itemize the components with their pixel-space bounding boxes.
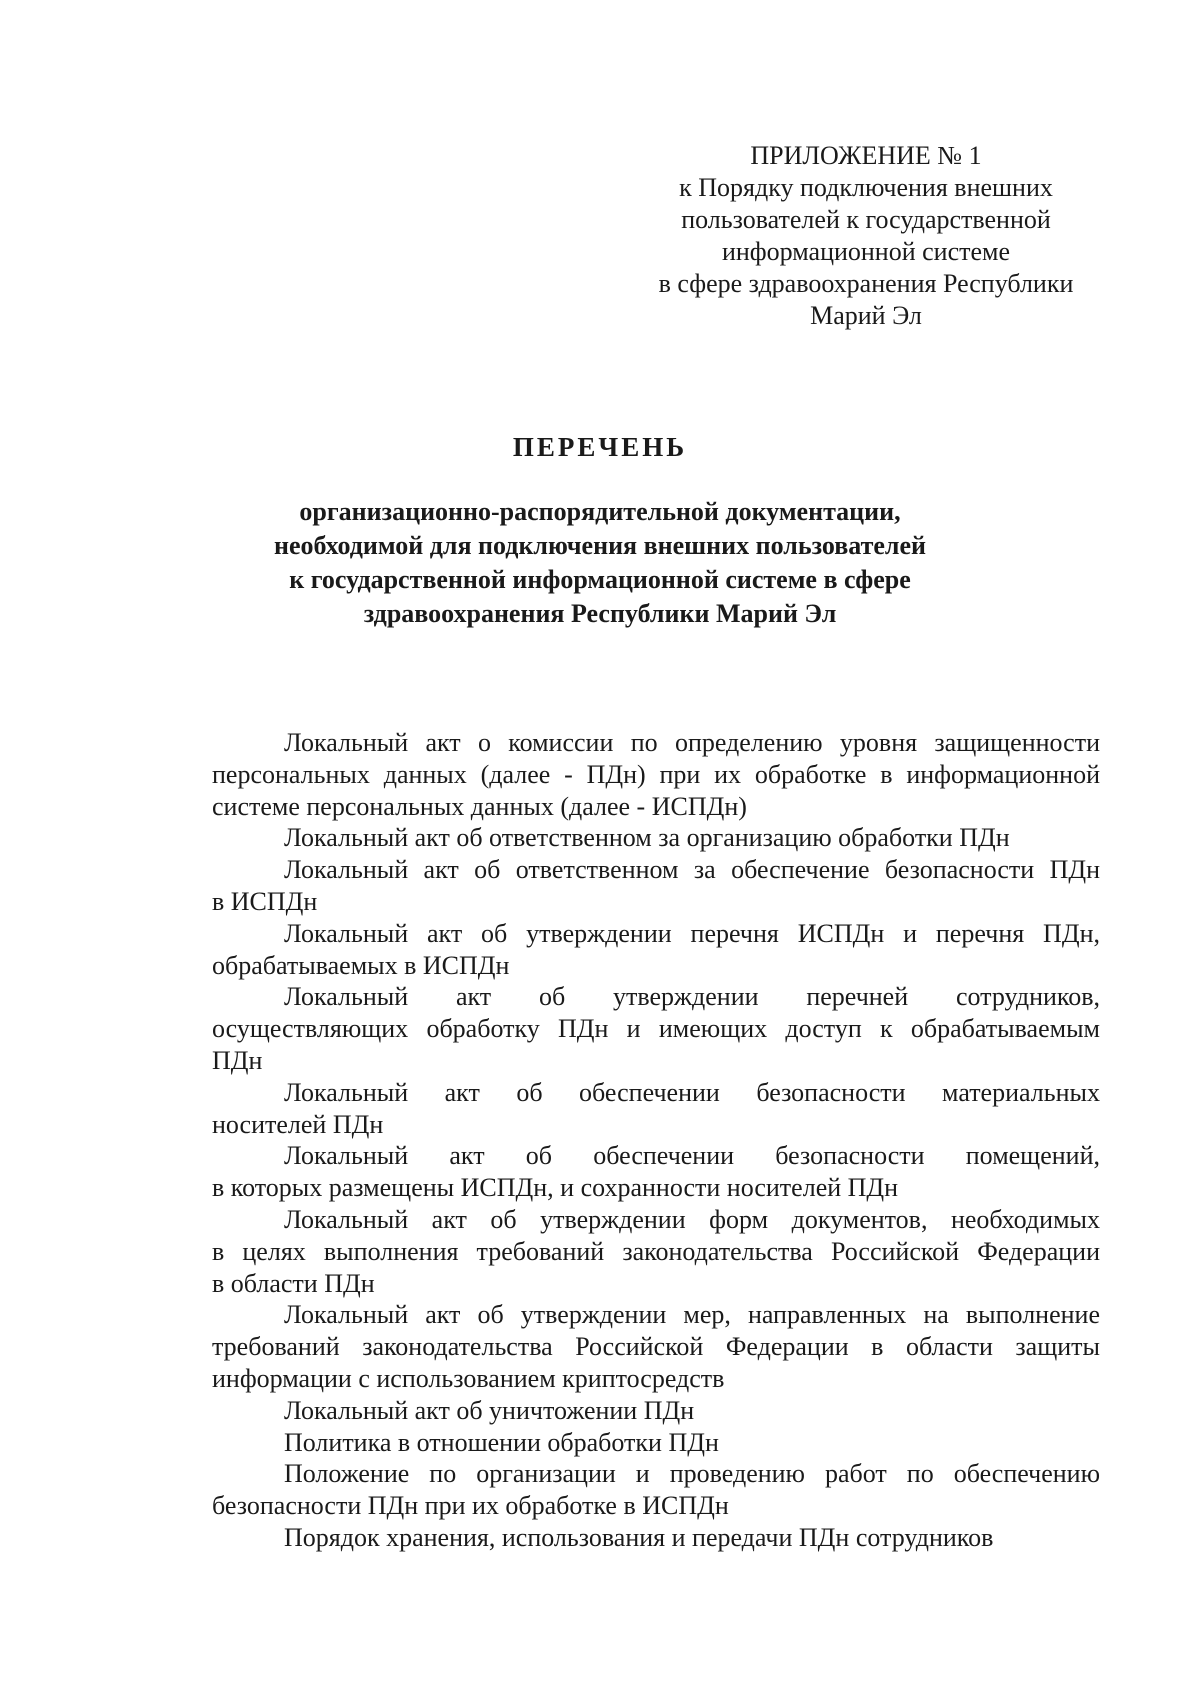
document-list <box>212 727 1100 1554</box>
subtitle-line: к государственной информационной системе в сфере <box>289 565 911 594</box>
list-item-line: Политика в отношении обработки ПДн <box>284 1427 719 1457</box>
list-item <box>212 1522 1100 1554</box>
list-item-line: Локальный акт об обеспечении безопасности материальных <box>284 1077 1100 1107</box>
subtitle-line: здравоохранения Республики Марий Эл <box>363 599 837 628</box>
appendix-line: пользователей к государственной <box>681 205 1051 234</box>
list-item-line: в которых размещены ИСПДн, и сохранности носителей ПДн <box>212 1173 899 1203</box>
list-item <box>212 822 1100 854</box>
list-item <box>212 1427 1100 1459</box>
list-item-line: носителей ПДн <box>212 1109 384 1139</box>
list-item-line: Локальный акт об уничтожении ПДн <box>284 1395 695 1425</box>
list-item-line: информации с использованием криптосредств <box>212 1363 725 1393</box>
subtitle-line: организационно-распорядительной документации, <box>299 497 901 526</box>
appendix-header <box>640 140 1092 332</box>
appendix-line: ПРИЛОЖЕНИЕ № 1 <box>750 141 982 170</box>
list-item-line: требований законодательства Российской Федерации в области защиты <box>212 1332 1100 1362</box>
list-item <box>212 981 1100 1076</box>
list-item-line: персональных данных (далее - ПДн) при их обработке в информационной <box>212 759 1100 789</box>
list-item <box>212 1458 1100 1522</box>
list-item-line: осуществляющих обработку ПДн и имеющих доступ к обрабатываемым <box>212 1014 1100 1044</box>
list-item-line: Положение по организации и проведению работ по обеспечению <box>284 1459 1100 1489</box>
list-item-line: Локальный акт об утверждении перечня ИСПДн и перечня ПДн, <box>284 918 1100 948</box>
list-item-line: Локальный акт об ответственном за организацию обработки ПДн <box>284 823 1010 853</box>
list-item-line: Локальный акт об обеспечении безопасности помещений, <box>284 1141 1100 1171</box>
appendix-line: к Порядку подключения внешних <box>679 173 1053 202</box>
list-item-line: в целях выполнения требований законодательства Российской Федерации <box>212 1236 1100 1266</box>
document-title: ПЕРЕЧЕНЬ <box>512 432 688 462</box>
list-item-line: ПДн <box>212 1045 263 1075</box>
list-item <box>212 1077 1100 1141</box>
list-item-line: обрабатываемых в ИСПДн <box>212 950 510 980</box>
list-item-line: Локальный акт об утверждении перечней сотрудников, <box>284 982 1100 1012</box>
list-item <box>212 1299 1100 1394</box>
list-item-line: Локальный акт об утверждении форм документов, необходимых <box>284 1204 1100 1234</box>
list-item-line: Локальный акт об утверждении мер, направленных на выполнение <box>284 1300 1100 1330</box>
list-item-line: в ИСПДн <box>212 886 318 916</box>
list-item <box>212 918 1100 982</box>
appendix-line: в сфере здравоохранения Республики <box>658 269 1074 298</box>
list-item-line: безопасности ПДн при их обработке в ИСПДн <box>212 1491 729 1521</box>
list-item-line: Локальный акт о комиссии по определению уровня защищенности <box>284 728 1100 757</box>
list-item <box>212 727 1100 822</box>
appendix-line: информационной системе <box>721 237 1011 266</box>
list-item-line: Порядок хранения, использования и передачи ПДн сотрудников <box>284 1522 994 1552</box>
list-item <box>212 1140 1100 1204</box>
list-item-line: системе персональных данных (далее - ИСПДн) <box>212 791 747 821</box>
list-item-line: Локальный акт об ответственном за обеспечение безопасности ПДн <box>284 855 1100 885</box>
list-item <box>212 1395 1100 1427</box>
list-item <box>212 854 1100 918</box>
list-item <box>212 1204 1100 1299</box>
subtitle-line: необходимой для подключения внешних пользователей <box>273 531 927 560</box>
document-subtitle <box>180 495 1020 631</box>
list-item-line: в области ПДн <box>212 1268 375 1298</box>
appendix-line: Марий Эл <box>810 301 922 330</box>
